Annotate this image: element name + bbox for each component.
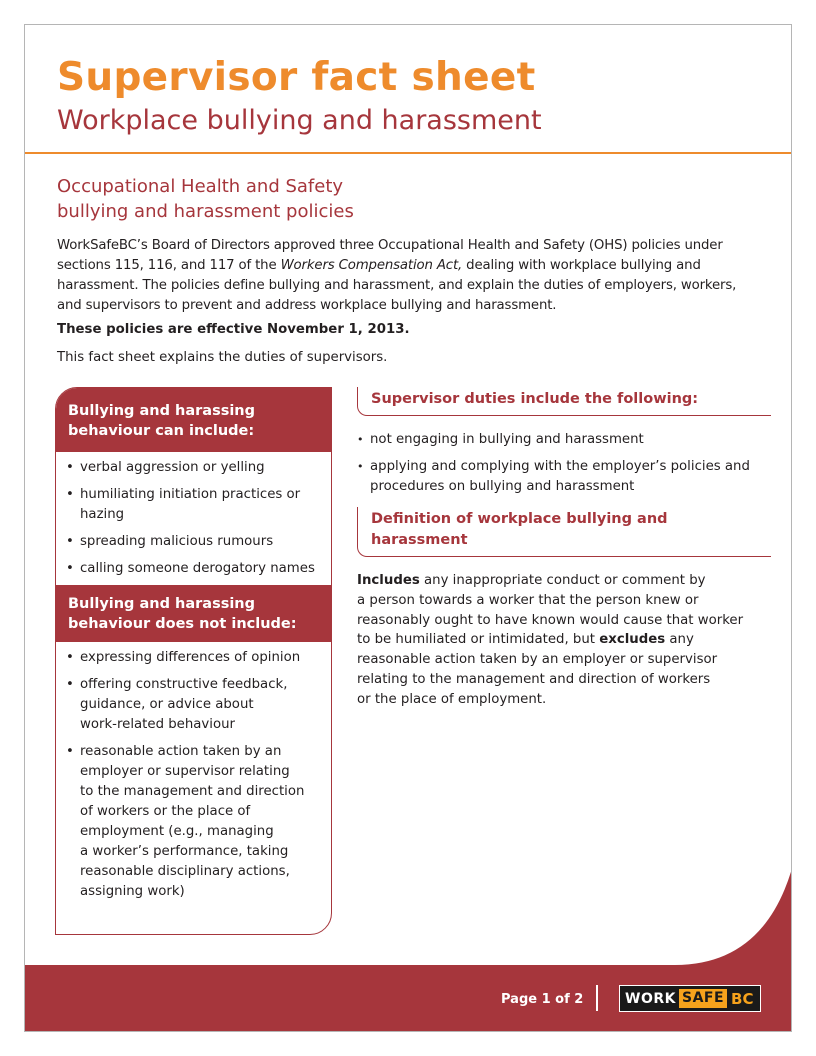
list-item-line: • verbal aggression or yelling	[80, 460, 265, 475]
worksafebc-logo	[619, 985, 761, 1012]
list-item	[66, 675, 323, 735]
definition-line: or the place of employment.	[357, 691, 547, 707]
definition-text: any	[665, 632, 694, 648]
header-divider	[25, 152, 792, 154]
page	[24, 24, 792, 1032]
page-number: Page 1 of 2	[501, 992, 584, 1007]
list-item	[357, 457, 767, 497]
list-item-line: work-related behaviour	[80, 717, 236, 732]
exclude-heading	[56, 585, 331, 642]
definition-heading-line: harassment	[371, 532, 468, 548]
list-item	[66, 458, 323, 478]
list-item-line: hazing	[80, 507, 125, 522]
list-item-line: employment (e.g., managing	[80, 824, 274, 839]
list-item-line: • spreading malicious rumours	[80, 534, 274, 549]
list-item-line: • reasonable action taken by an	[80, 744, 282, 759]
definition-heading-line: Definition of workplace bullying and	[371, 511, 668, 527]
list-item-line: • applying and complying with the employer’s policies and	[370, 459, 750, 474]
excludes-label: excludes	[599, 632, 666, 648]
section-heading	[57, 174, 354, 224]
list-item-line: to the management and direction	[80, 784, 305, 799]
definition-line	[357, 630, 767, 650]
list-item-line: • expressing differences of opinion	[80, 650, 301, 665]
duties-list	[357, 430, 767, 497]
list-item-line: procedures on bullying and harassment	[370, 479, 635, 494]
include-list	[56, 452, 331, 585]
includes-label: Includes	[357, 573, 420, 588]
definition-heading	[357, 507, 767, 557]
section-heading-line: Occupational Health and Safety	[57, 176, 344, 197]
exclude-heading-line: Bullying and harassing	[68, 596, 255, 612]
definition-line: reasonable action taken by an employer or supervisor	[357, 652, 718, 668]
logo-safe: SAFE	[679, 989, 727, 1008]
list-item-line: assigning work)	[80, 884, 185, 899]
list-item-line: • offering constructive feedback,	[80, 677, 288, 692]
definition-paragraph	[357, 571, 767, 710]
section-heading-line: bullying and harassment policies	[57, 201, 354, 222]
list-item-line: • calling someone derogatory names	[80, 561, 315, 576]
list-item	[66, 559, 323, 579]
include-heading-line: behaviour can include:	[68, 423, 255, 439]
page-subtitle: Workplace bullying and harassment	[57, 105, 542, 136]
duties-column	[357, 387, 767, 710]
behaviour-box	[55, 387, 332, 935]
footer-divider	[596, 985, 598, 1011]
definition-line: reasonably ought to have known would cause that worker	[357, 612, 744, 628]
definition-line: relating to the management and direction of workers	[357, 671, 711, 687]
logo-work: WORK	[625, 990, 676, 1007]
act-name: Workers Compensation Act,	[280, 258, 463, 273]
include-heading-line: Bullying and harassing	[68, 403, 255, 419]
definition-line: a person towards a worker that the person knew or	[357, 592, 699, 608]
definition-line	[357, 571, 767, 591]
effective-date-note: These policies are effective November 1, 2013.	[57, 322, 410, 337]
page-title: Supervisor fact sheet	[57, 55, 536, 100]
duties-heading-text: Supervisor duties include the following:	[371, 391, 699, 407]
list-item-line: guidance, or advice about	[80, 697, 254, 712]
exclude-heading-line: behaviour does not include:	[68, 616, 297, 632]
intro-paragraph	[57, 236, 757, 316]
intro-text: dealing with workplace bullying and harassment. The policies define bullying and harassment, and explain the duties of employers, workers, and supervisors to prevent and address workplace bullying and harassment.	[57, 258, 737, 313]
list-item	[66, 648, 323, 668]
list-item-line: of workers or the place of	[80, 804, 251, 819]
list-item-line: reasonable disciplinary actions,	[80, 864, 290, 879]
definition-text: to be humiliated or intimidated, but	[357, 632, 600, 648]
list-item-line: employer or supervisor relating	[80, 764, 290, 779]
list-item	[357, 430, 767, 450]
list-item	[66, 532, 323, 552]
intro-text: WorkSafeBC’s Board of Directors approved three Occupational Health and Safety (OHS) policies under sections 115, 116, and 117 of the	[57, 238, 723, 273]
list-item-line: • not engaging in bullying and harassment	[370, 432, 644, 447]
definition-text: any inappropriate conduct or comment by	[419, 573, 706, 588]
include-heading	[56, 388, 331, 452]
duties-heading	[357, 387, 767, 416]
list-item-line: a worker’s performance, taking	[80, 844, 289, 859]
list-item	[66, 485, 323, 525]
explains-note: This fact sheet explains the duties of supervisors.	[57, 350, 388, 365]
list-item-line: • humiliating initiation practices or	[80, 487, 301, 502]
logo-bc: BC	[731, 989, 754, 1008]
